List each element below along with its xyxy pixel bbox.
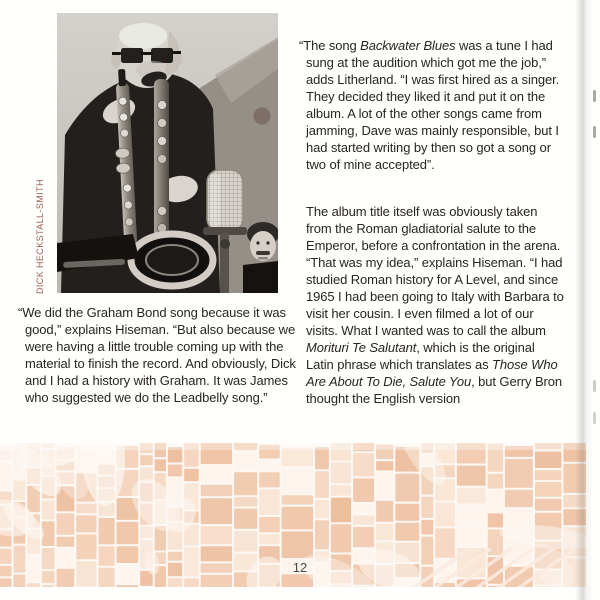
right-paragraph-2: The album title itself was obviously taken from the Roman gladiatorial salute to the Emperor, before a confrontation in the arena. “That was my idea,” explains Hiseman. “I had studied Roman history for A Level, and since 1965 I had been going to Italy with Barbara to visit her cousin. I even filmed a lot of our visits. What I wanted was to call the album Morituri Te Salutant, which is the original Latin phrase which translates as Those Who Are About To Die, Salute You, but Gerry Bron thought the English version — [306, 204, 564, 406]
sax-bell — [131, 234, 213, 286]
right-paragraph-1: “The song Backwater Blues was a tune I had sung at the audition which got me the job,” adds Litherland. “I was first hired as a singer. They decided they liked it and put it on the album. A lot of the other songs came from jamming, Dave was mainly responsible, but I had started writing by then so got a song or two of mine accepted”. — [299, 38, 560, 172]
alto-sax — [154, 79, 169, 247]
left-column — [18, 304, 296, 406]
page-number: 12 — [292, 560, 308, 575]
photo-frame — [57, 13, 278, 293]
left-paragraph: “We did the Graham Bond song because it was good,” explains Hiseman. “But also because we were having a little trouble coming up with the material to finish the record. And obviously, Dick and I had a history with Graham. It was James who suggested we do the Leadbelly song.” — [18, 305, 296, 405]
staple-mark — [593, 90, 596, 102]
staple-mark — [593, 412, 596, 424]
staple-mark — [593, 380, 596, 392]
photo-sax-player — [57, 13, 278, 293]
photo-caption-vertical: DICK HECKSTALL-SMITH — [35, 179, 45, 294]
right-column — [299, 37, 565, 407]
staple-mark — [593, 126, 596, 138]
